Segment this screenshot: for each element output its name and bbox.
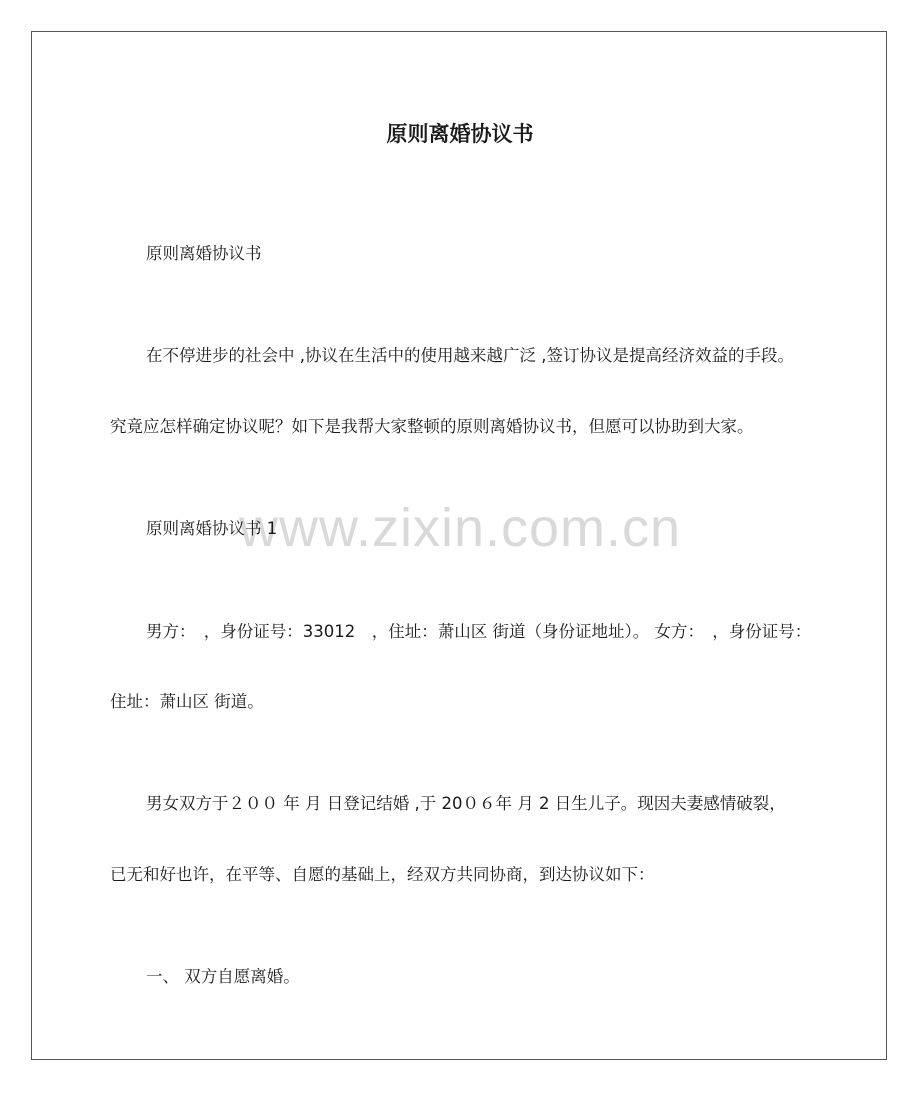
paragraph-subtitle: 原则离婚协议书 bbox=[146, 244, 262, 263]
watermark: www.zixin.com.cn bbox=[238, 498, 682, 558]
paragraph-parties-line-1: 男方： ，身份证号：33012 ，住址：萧山区 街道（身份证地址）。 女方： ，身份证号： bbox=[146, 622, 812, 641]
paragraph-clause-1: 一、 双方自愿离婚。 bbox=[146, 967, 300, 986]
paragraph-section-heading: 原则离婚协议书 1 bbox=[146, 519, 278, 538]
document-title: 原则离婚协议书 bbox=[386, 122, 534, 146]
paragraph-intro-line-1: 在不停进步的社会中 ,协议在生活中的使用越来越广泛 ,签订协议是提高经济效益的手段。 bbox=[146, 346, 794, 365]
paragraph-parties-line-2: 住址：萧山区 街道。 bbox=[110, 692, 264, 711]
paragraph-marriage-line-2: 已无和好也许，在平等、自愿的基础上，经双方共同协商，到达协议如下： bbox=[110, 865, 655, 884]
paragraph-marriage-line-1: 男女双方于２００ 年 月 日登记结婚 ,于 20０６年 月 2 日生儿子。现因夫妻感情破裂， bbox=[146, 794, 786, 813]
paragraph-intro-line-2: 究竟应怎样确定协议呢？如下是我帮大家整顿的原则离婚协议书，但愿可以协助到大家。 bbox=[110, 417, 754, 436]
